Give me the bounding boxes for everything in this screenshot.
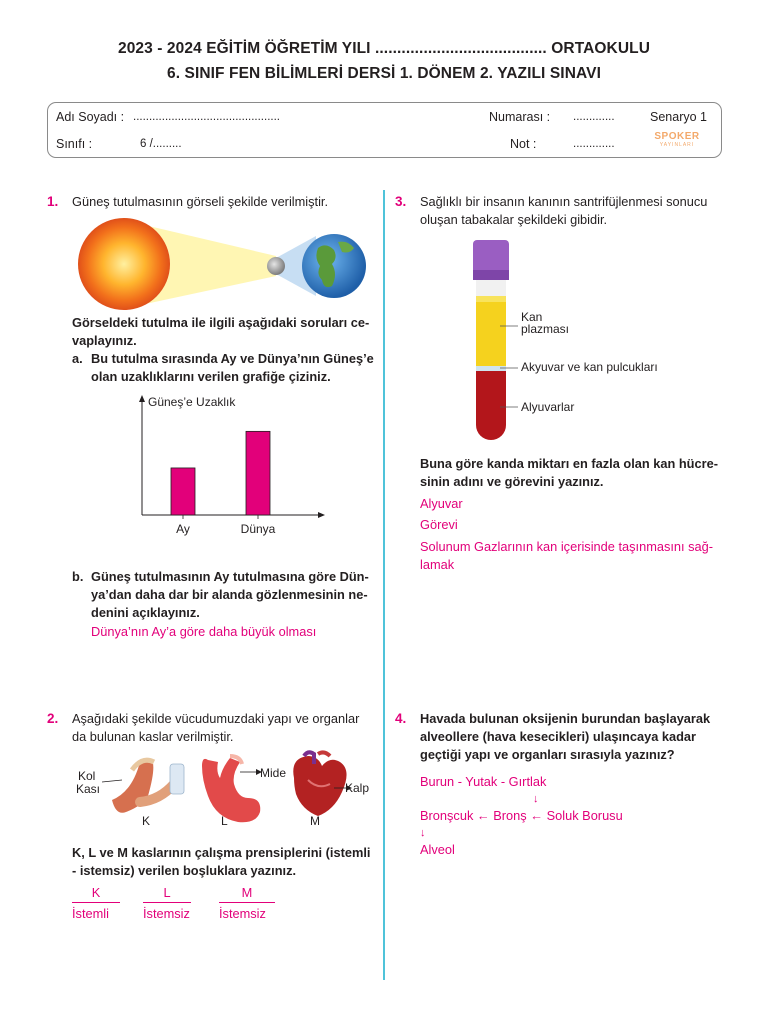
- q3-answer-4: lamak: [420, 557, 455, 572]
- q2-text-1: Aşağıdaki şekilde vücudumuzdaki yapı ve organlar: [72, 711, 360, 726]
- y-axis-arrow: [139, 395, 145, 402]
- answer-value-k: İstemli: [72, 906, 109, 921]
- solar-eclipse-illustration: [76, 218, 376, 310]
- q1-instruction-1: Görseldeki tutulma ile ilgili aşağıdaki soruları ce-: [72, 315, 370, 330]
- plasma-label-2: plazması: [521, 322, 570, 336]
- q1b-answer: Dünya’nın Ay’a göre daha büyük olması: [91, 624, 317, 639]
- q4-answer-arrow-1: ↓: [533, 793, 539, 805]
- q2-question-2: - istemsiz) verilen boşluklara yazınız.: [72, 863, 297, 878]
- q3-answer-2: Görevi: [420, 517, 458, 532]
- q1b-text-3: denini açıklayınız.: [91, 605, 200, 620]
- name-field[interactable]: ..............................................: [133, 111, 280, 123]
- q4-text-2: alveollere (hava kesecikleri) ulaşıncaya kadar: [420, 729, 697, 744]
- q4-answer-line-2: Bronşcuk ← Bronş ← Soluk Borusu: [420, 808, 623, 823]
- buffy-coat-layer: [476, 366, 506, 371]
- plasma-label-1: Kan: [521, 310, 543, 324]
- logo-bottom: YAYINLARI: [659, 142, 695, 148]
- column-divider: [383, 190, 385, 980]
- q3-number: 3.: [395, 194, 407, 209]
- q4-text-3: geçtiği yapı ve organları sırasıyla yazınız?: [420, 747, 675, 762]
- name-label: Adı Soyadı :: [56, 110, 125, 124]
- q1b-label: b.: [72, 569, 84, 584]
- answer-value-m: İstemsiz: [219, 906, 266, 921]
- m-label: M: [310, 814, 320, 828]
- q3-answer-3: Solunum Gazlarının kan içerisinde taşınmasını sağ-: [420, 539, 714, 554]
- number-field[interactable]: .............: [573, 111, 615, 123]
- kol-label-1: Kol: [78, 769, 96, 783]
- k-label: K: [142, 814, 151, 828]
- x-tick-label-0: Ay: [176, 522, 190, 536]
- q1a-text-2: olan uzaklıklarını verilen grafiğe çiziniz.: [91, 369, 331, 384]
- x-axis-arrow: [318, 512, 325, 518]
- earth-icon: [302, 234, 366, 298]
- sun-icon: [78, 218, 170, 310]
- moon-icon: [267, 257, 285, 275]
- red-cell-layer: [476, 371, 506, 440]
- q3-question-1: Buna göre kanda miktarı en fazla olan kan hücre-: [420, 456, 718, 471]
- q1b-text-1: Güneş tutulmasının Ay tutulmasına göre Dün-: [91, 569, 369, 584]
- mide-label: Mide: [260, 766, 287, 780]
- q4-number: 4.: [395, 711, 407, 726]
- q4-answer-arrow-2: ↓: [420, 827, 426, 839]
- answer-letter-l: L: [163, 885, 171, 900]
- y-axis-label: Güneş’e Uzaklık: [148, 395, 236, 409]
- bar-0: [171, 468, 195, 515]
- class-label: Sınıfı :: [56, 137, 93, 151]
- bar-1: [246, 431, 270, 515]
- q4-text-1: Havada bulunan oksijenin burundan başlayarak: [420, 711, 711, 726]
- q3-text-1: Sağlıklı bir insanın kanının santrifüjlenmesi sonucu: [420, 194, 708, 209]
- q3-text-2: oluşan tabakalar şekildeki gibidir.: [420, 212, 608, 227]
- exam-title-line1: 2023 - 2024 EĞİTİM ÖĞRETİM YILI ....................................... ORTAOKULU: [117, 40, 651, 57]
- q2-number: 2.: [47, 711, 59, 726]
- q1-text: Güneş tutulmasının görseli şekilde verilmiştir.: [72, 194, 329, 209]
- q3-answer-1: Alyuvar: [420, 496, 463, 511]
- scenario-label: Senaryo 1: [650, 110, 707, 124]
- distance-chart: [130, 390, 330, 540]
- q2-question-1: K, L ve M kaslarının çalışma prensiplerini (istemli: [72, 845, 371, 860]
- q1-number: 1.: [47, 194, 59, 209]
- answer-letter-k: K: [91, 885, 101, 900]
- answer-value-l: İstemsiz: [143, 906, 190, 921]
- q1-instruction-2: vaplayınız.: [72, 333, 137, 348]
- answer-blank-k[interactable]: [72, 884, 120, 903]
- x-tick-label-1: Dünya: [240, 522, 276, 536]
- arm-muscle-icon: [112, 758, 184, 812]
- kol-label-2: Kası: [76, 782, 101, 796]
- red-cell-label: Alyuvarlar: [521, 400, 575, 414]
- grade-label: Not :: [510, 137, 537, 151]
- logo-top: SPOKER: [654, 131, 700, 142]
- buffy-coat-label: Akyuvar ve kan pulcukları: [521, 360, 658, 374]
- answer-blank-m[interactable]: [219, 884, 275, 903]
- q1a-text-1: Bu tutulma sırasında Ay ve Dünya’nın Güneş’e: [91, 351, 374, 366]
- class-field[interactable]: 6 /.........: [140, 138, 182, 150]
- plasma-layer: [476, 296, 506, 366]
- stomach-icon: [202, 756, 260, 822]
- q1b-text-2: ya’dan daha dar bir alanda gözlenmesinin ne-: [91, 587, 368, 602]
- q3-question-2: sinin adını ve görevini yazınız.: [420, 474, 604, 489]
- publisher-logo: [650, 131, 704, 148]
- centrifuge-tube-illustration: [470, 240, 520, 444]
- answer-blank-l[interactable]: [143, 884, 191, 903]
- grade-field[interactable]: .............: [573, 138, 615, 150]
- q2-text-2: da bulunan kaslar verilmiştir.: [72, 729, 234, 744]
- q4-answer-line-1: Burun - Yutak - Gırtlak: [420, 774, 547, 789]
- heart-icon: [293, 752, 346, 816]
- number-label: Numarası :: [489, 110, 551, 124]
- exam-title-line2: 6. SINIF FEN BİLİMLERİ DERSİ 1. DÖNEM 2. YAZILI SINAVI: [166, 65, 601, 82]
- l-label: L: [221, 814, 228, 828]
- answer-letter-m: M: [241, 885, 253, 900]
- q1a-label: a.: [72, 351, 83, 366]
- q4-answer-line-3: Alveol: [420, 842, 455, 857]
- kalp-label: Kalp: [345, 781, 370, 795]
